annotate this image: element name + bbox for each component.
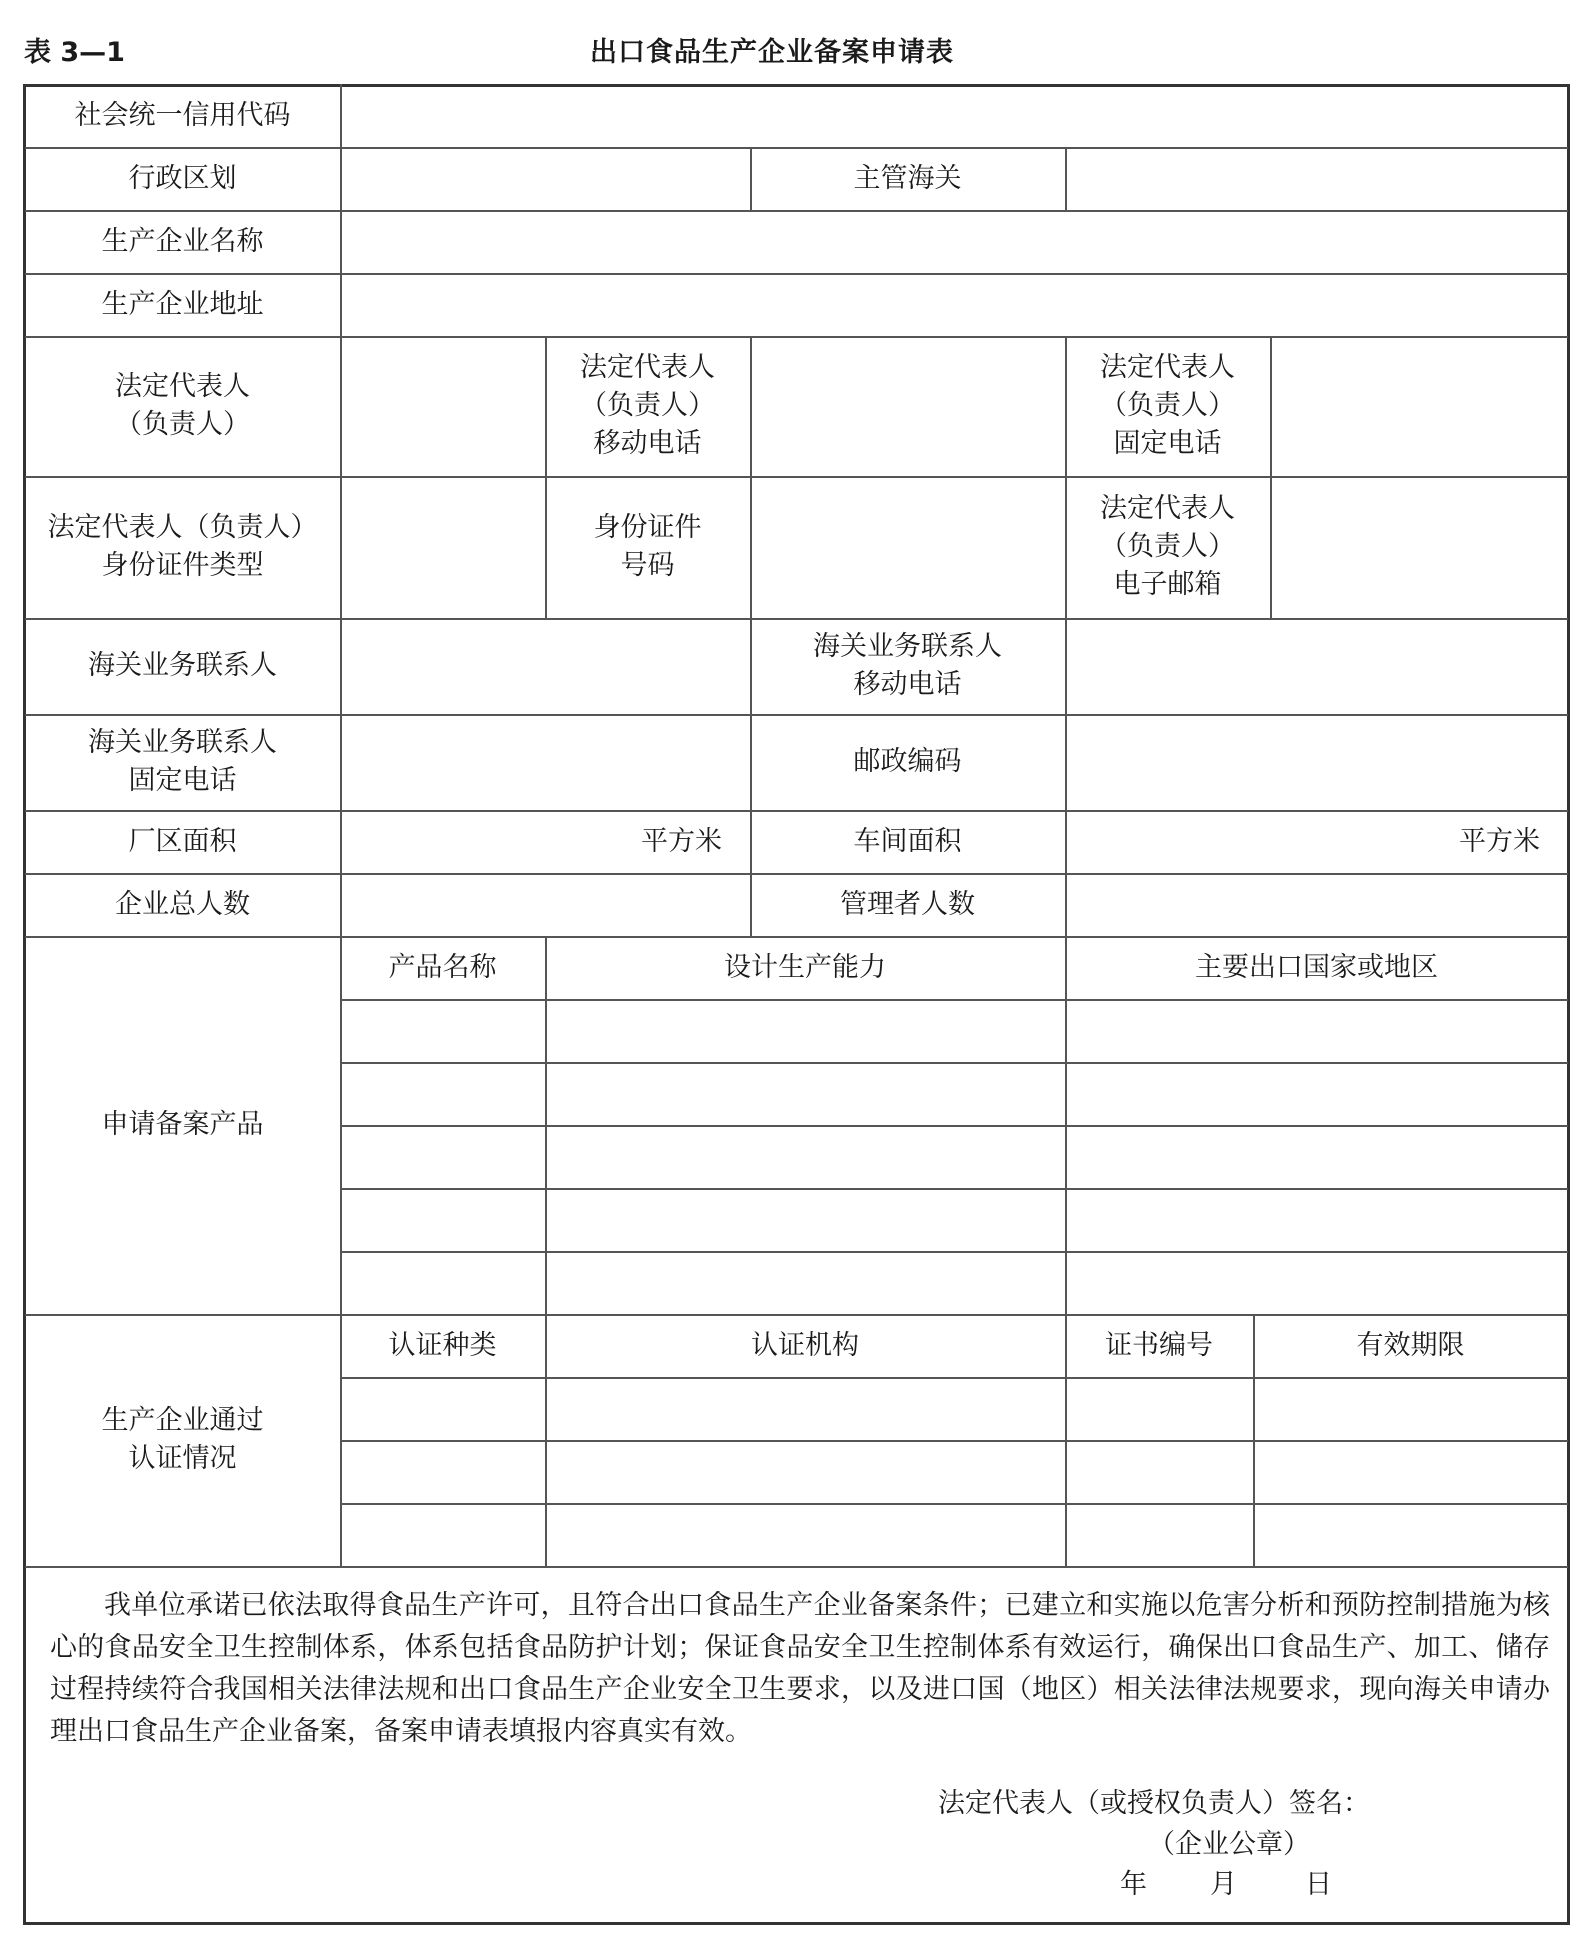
company-address-field[interactable] (340, 273, 1568, 336)
validity-cell[interactable] (1253, 1503, 1568, 1566)
id-number-label (545, 476, 750, 618)
cert-body-cell[interactable] (545, 1440, 1065, 1503)
legal-email-field[interactable] (1270, 476, 1568, 618)
export-country-cell[interactable] (1065, 999, 1568, 1062)
cert-number-cell[interactable] (1065, 1377, 1253, 1440)
legal-mobile-field[interactable] (750, 336, 1065, 476)
products-label: 申请备案产品 (101, 1109, 264, 1140)
legal-id-type-label (25, 476, 340, 618)
legal-id-type-field[interactable] (340, 476, 545, 618)
cert-type-cell[interactable] (340, 1377, 545, 1440)
workshop-area-field[interactable]: 平方米 (1459, 825, 1540, 857)
legal-mobile-label-line: （负责人） (580, 390, 715, 421)
company-name-field[interactable] (340, 210, 1568, 273)
plant-area-field[interactable]: 平方米 (641, 825, 722, 857)
legal-email-label-line: 法定代表人 (1100, 493, 1235, 524)
validity-header: 有效期限 (1356, 1329, 1465, 1361)
signature-label: 法定代表人（或授权负责人）签名： (938, 1788, 1370, 1819)
legal-rep-label-line: （负责人） (115, 409, 250, 440)
validity-cell[interactable] (1253, 1377, 1568, 1440)
admin-region-field[interactable] (340, 147, 750, 210)
export-country-cell[interactable] (1065, 1188, 1568, 1251)
product-name-cell[interactable] (340, 1188, 545, 1251)
total-staff-label: 企业总人数 (115, 888, 250, 920)
legal-mobile-label (545, 336, 750, 476)
contact-mobile-label-line: 海关业务联系人 (813, 631, 1002, 662)
admin-region-label: 行政区划 (128, 162, 237, 194)
contact-landline-label-line: 固定电话 (128, 765, 237, 796)
seal-label: （企业公章） (1148, 1829, 1310, 1860)
cert-number-header: 证书编号 (1105, 1329, 1213, 1361)
date-year-label: 年 (1120, 1869, 1147, 1900)
capacity-cell[interactable] (545, 1062, 1065, 1125)
company-name-label: 生产企业名称 (101, 225, 264, 257)
product-name-cell[interactable] (340, 1251, 545, 1314)
legal-landline-label-line: 固定电话 (1113, 428, 1222, 459)
export-country-cell[interactable] (1065, 1125, 1568, 1188)
grid-line (25, 1566, 1568, 1568)
id-number-label-line: 身份证件 (593, 512, 702, 543)
contact-landline-label (25, 714, 340, 810)
legal-rep-label (25, 336, 340, 476)
id-number-label-line: 号码 (620, 550, 675, 581)
legal-id-type-label-line: 法定代表人（负责人） (47, 512, 318, 543)
contact-mobile-label-line: 移动电话 (853, 669, 962, 700)
cert-number-cell[interactable] (1065, 1440, 1253, 1503)
legal-email-label (1065, 476, 1270, 618)
legal-landline-field[interactable] (1270, 336, 1568, 476)
product-name-cell[interactable] (340, 1125, 545, 1188)
legal-landline-label-line: （负责人） (1100, 390, 1235, 421)
legal-mobile-label-line: 法定代表人 (580, 352, 715, 383)
certification-label (25, 1314, 340, 1566)
legal-email-label-line: 电子邮箱 (1113, 569, 1222, 600)
postcode-label: 邮政编码 (853, 746, 962, 777)
customs-field[interactable] (1065, 147, 1568, 210)
cert-body-header: 认证机构 (751, 1329, 859, 1361)
export-country-cell[interactable] (1065, 1062, 1568, 1125)
contact-landline-label-line: 海关业务联系人 (88, 727, 277, 758)
customs-label: 主管海关 (853, 162, 962, 194)
cert-type-cell[interactable] (340, 1503, 545, 1566)
date-month-label: 月 (1210, 1869, 1237, 1900)
product-name-header: 产品名称 (388, 951, 497, 983)
contact-field[interactable] (340, 618, 750, 714)
capacity-cell[interactable] (545, 1188, 1065, 1251)
legal-mobile-label-line: 移动电话 (593, 428, 702, 459)
product-name-cell[interactable] (340, 999, 545, 1062)
legal-email-label-line: （负责人） (1100, 531, 1235, 562)
page-title: 出口食品生产企业备案申请表 (590, 37, 954, 68)
cert-number-cell[interactable] (1065, 1503, 1253, 1566)
credit-code-field[interactable] (340, 84, 1568, 147)
id-number-field[interactable] (750, 476, 1065, 618)
company-address-label: 生产企业地址 (101, 288, 264, 320)
product-name-cell[interactable] (340, 1062, 545, 1125)
plant-area-label: 厂区面积 (128, 825, 237, 857)
validity-cell[interactable] (1253, 1440, 1568, 1503)
table-number: 表 3—1 (24, 37, 125, 68)
cert-body-cell[interactable] (545, 1377, 1065, 1440)
capacity-header: 设计生产能力 (724, 951, 886, 983)
managers-field[interactable] (1065, 873, 1568, 936)
legal-rep-label-line: 法定代表人 (115, 371, 250, 402)
managers-label: 管理者人数 (840, 888, 975, 920)
workshop-area-label: 车间面积 (853, 825, 962, 857)
export-country-header: 主要出口国家或地区 (1195, 951, 1438, 983)
contact-mobile-field[interactable] (1065, 618, 1568, 714)
export-country-cell[interactable] (1065, 1251, 1568, 1314)
certification-label-line: 认证情况 (128, 1443, 237, 1474)
cert-type-cell[interactable] (340, 1440, 545, 1503)
capacity-cell[interactable] (545, 1251, 1065, 1314)
legal-landline-label (1065, 336, 1270, 476)
credit-code-label: 社会统一信用代码 (74, 99, 291, 131)
capacity-cell[interactable] (545, 1125, 1065, 1188)
date-day-label: 日 (1305, 1869, 1332, 1900)
contact-label: 海关业务联系人 (88, 650, 277, 681)
contact-mobile-label (750, 618, 1065, 714)
certification-label-line: 生产企业通过 (101, 1405, 264, 1436)
total-staff-field[interactable] (340, 873, 750, 936)
capacity-cell[interactable] (545, 999, 1065, 1062)
legal-landline-label-line: 法定代表人 (1100, 352, 1235, 383)
contact-landline-field[interactable] (340, 714, 750, 810)
pledge-text: 我单位承诺已依法取得食品生产许可，且符合出口食品生产企业备案条件；已建立和实施以危害分析和预防控制措施为核心的食品安全卫生控制体系，体系包括食品防护计划；保证食品安全卫生控制体系有效运行，确保出口食品生产、加工、储存过程持续符合我国相关法律法规和出口食品生产企业安全卫生要求，以及进口国（地区）相关法律法规要求，现向海关申请办理出口食品生产企业备案，备案申请表填报内容真实有效。 (50, 1590, 1550, 1747)
cert-type-header: 认证种类 (388, 1329, 497, 1361)
legal-id-type-label-line: 身份证件类型 (101, 550, 264, 581)
postcode-field[interactable] (1065, 714, 1568, 810)
cert-body-cell[interactable] (545, 1503, 1065, 1566)
legal-rep-field[interactable] (340, 336, 545, 476)
